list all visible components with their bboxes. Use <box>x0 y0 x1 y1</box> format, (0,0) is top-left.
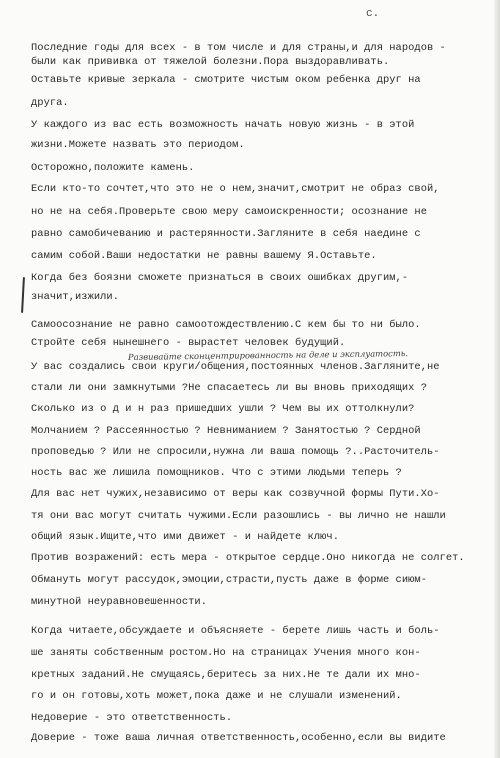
text-line: друга. <box>31 97 69 109</box>
text-line: самим собой.Ваши недостатки не равны вашему Я.Оставьте. <box>31 250 377 262</box>
text-line: общий язык.Ищите,что ими движет - и найдете ключ. <box>31 531 339 543</box>
text-line: Самоосознание не равно самоотождествлению.С кем бы то ни было. <box>31 319 421 331</box>
text-line: Молчанием ? Рассеянностью ? Невниманием ? Занятостью ? Сердной <box>31 425 421 437</box>
text-line: Осторожно,положите камень. <box>31 162 195 174</box>
text-line: были как прививка от тяжелой болезни.Пора выздоравливать. <box>31 56 390 68</box>
text-line: ше заняты собственным ростом.Но на страницах Учения много кон- <box>31 647 421 659</box>
text-line: кретных заданий.Не смущаясь,беритесь за них.Не те дали их мно- <box>31 669 421 681</box>
text-line: значит,изжили. <box>31 291 119 303</box>
text-line: Сколько из о д и н раз пришедших ушли ? Чем вы их оттолкнули? <box>31 403 415 415</box>
text-line: Последние годы для всех - в том числе и для страны,и для народов - <box>31 42 446 54</box>
text-line: Недоверие - это ответственность. <box>31 712 233 724</box>
text-line: Для вас нет чужих,независимо от веры как созвучной формы Пути.Хо- <box>31 488 440 500</box>
text-line: тя они вас могут считать чужими.Если разошлись - вы лично не нашли <box>31 510 446 522</box>
text-line: Когда без боязни сможете признаться в своих ошибках другим,- <box>31 272 409 284</box>
text-line: Обмануть могут рассудок,эмоции,страсти,пусть даже в форме сиюм- <box>31 574 427 586</box>
text-line: ность вас же лишила помощников. Что с этими людьми теперь ? <box>31 467 402 479</box>
text-line: равно самобичеванию и растерянности.Загляните в себя наедине с <box>31 228 421 240</box>
text-line: Доверие - тоже ваша личная ответственность,особенно,если вы видите <box>31 732 446 744</box>
text-line: У каждого из вас есть возможность начать новую жизнь - в этой <box>31 119 415 131</box>
text-line: Если кто-то сочтет,что это не о нем,значит,смотрит не образ свой, <box>31 183 440 195</box>
text-line: стали ли они замкнутыми ?Не спасаетесь ли вы вновь приходящих ? <box>31 382 427 394</box>
text-line: У вас создались свои круги/общения,постоянных членов.Загляните,не <box>31 361 440 373</box>
text-line: проповедью ? Или не спросили,нужна ли ваша помощь ?..Расточитель- <box>31 446 440 458</box>
text-line: минутной неуравновешенности. <box>31 596 207 608</box>
page-number: с. <box>366 8 380 20</box>
text-line: но не на себя.Проверьте свою меру самоискренности; осознание не <box>31 206 427 218</box>
handwritten-annotation: Развивайте сконцентрированность на деле и эксплуатость. <box>127 348 409 362</box>
text-line: жизни.Можете назвать это периодом. <box>31 139 245 151</box>
text-line: Когда читаете,обсуждаете и объясняете - берете лишь часть и боль- <box>31 625 440 637</box>
text-line: го и он готовы,хоть может,пока даже и не слушали изменений. <box>31 690 402 702</box>
text-line: Против возражений: есть мера - открытое сердце.Оно никогда не солгет. <box>31 552 465 564</box>
text-line: Стройте себя нынешнего - вырастет человек будущий. <box>31 337 346 349</box>
text-line: Оставьте кривые зеркала - смотрите чистым оком ребенка друг на <box>31 74 421 86</box>
